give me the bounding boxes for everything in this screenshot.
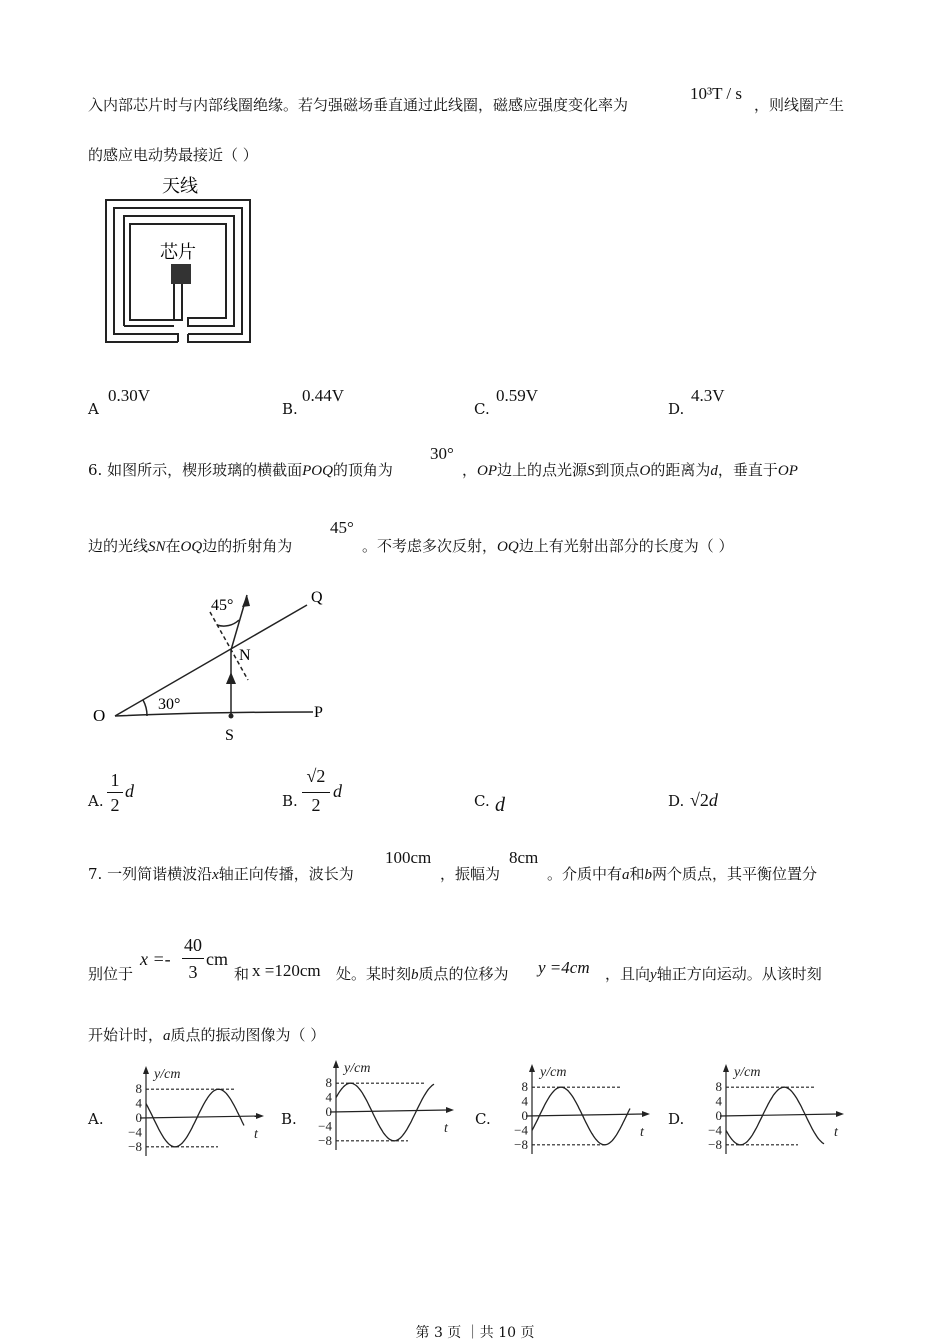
label-p: P (314, 704, 323, 721)
tick-label: 0 (715, 1108, 722, 1123)
q6-option-d[interactable]: D. (668, 792, 685, 810)
label-30: 30° (158, 696, 181, 713)
tick-label: −4 (708, 1122, 722, 1138)
q5-line1: 入内部芯片时与内部线圈绝缘。若匀强磁场垂直通过此线圈，磁感应强度变化率为 (88, 96, 629, 114)
q6-c-var: d (495, 794, 505, 816)
y-axis-label: y/cm (344, 1061, 371, 1076)
q7-graph-b (300, 1052, 460, 1162)
q6-b-var: d (333, 781, 342, 801)
label-45: 45° (211, 597, 234, 614)
q5-option-a-value: 0.30V (108, 386, 151, 405)
t-axis-label: t (254, 1127, 258, 1142)
q7-option-b[interactable]: B. (281, 1110, 297, 1128)
page-footer: 第 3 页 ｜共 10 页 (415, 1325, 535, 1341)
edge-oq (115, 605, 307, 716)
q7-graph-a (110, 1058, 270, 1168)
q7-line1c: 。介质中有a和b两个质点，其平衡位置分 (547, 865, 818, 883)
q7-xa-unit: cm (206, 949, 228, 969)
tick-label: −8 (708, 1136, 722, 1152)
q7-yv: y =4cm (538, 958, 590, 977)
q5-option-b-value: 0.44V (302, 386, 345, 405)
q7-graph-d (690, 1056, 850, 1166)
q7-line2a: 别位于 (88, 965, 134, 983)
q7-option-d[interactable]: D. (668, 1110, 685, 1128)
q5-option-c-value: 0.59V (496, 386, 539, 405)
tick-label: 4 (325, 1089, 332, 1105)
tick-label: −4 (128, 1124, 142, 1140)
t-axis-label: t (640, 1125, 644, 1140)
chip-label: 芯片 (160, 242, 196, 262)
q5-rate: 10³T / s (690, 84, 743, 103)
q7-amp: 8cm (509, 848, 539, 867)
q5-option-d[interactable]: D. (668, 400, 685, 418)
q6-a-den: 2 (110, 795, 120, 815)
q6-line2: 边的光线SN在OQ边的折射角为 (88, 537, 293, 555)
y-axis-label: y/cm (540, 1065, 567, 1080)
q7-line1a: 7. 一列简谐横波沿x轴正向传播，波长为 (88, 865, 354, 883)
tick-label: 0 (325, 1104, 332, 1119)
label-n: N (239, 647, 251, 664)
q6-angle1: 30° (430, 444, 454, 463)
q6-line1b: ，OP边上的点光源S到顶点O的距离为d，垂直于OP (462, 461, 798, 479)
tick-label: 0 (521, 1108, 528, 1123)
tick-label: 0 (135, 1110, 142, 1125)
t-axis (720, 1114, 838, 1116)
q7-xa-num: 40 (184, 935, 202, 955)
wedge-glass-figure (85, 580, 345, 750)
normal-line (210, 612, 248, 680)
y-axis-label: y/cm (154, 1067, 181, 1082)
antenna-label: 天线 (162, 176, 198, 196)
q7-line2c: 处。某时刻b质点的位移为 (336, 965, 509, 983)
tick-label: 8 (135, 1081, 142, 1097)
tick-label: −4 (514, 1122, 528, 1138)
q6-d-rad: √2d (690, 790, 718, 810)
tick-label: 4 (135, 1095, 142, 1111)
q7-graph-c (496, 1056, 666, 1166)
chip-lead (168, 282, 182, 320)
q6-b-num: √2 (306, 766, 326, 786)
q6-angle2: 45° (330, 518, 354, 537)
q7-line2d: ，且向y轴正方向运动。从该时刻 (605, 965, 822, 983)
tick-label: 4 (715, 1093, 722, 1109)
tick-label: −8 (128, 1138, 142, 1154)
tick-label: −8 (318, 1132, 332, 1148)
q6-b-den: 2 (311, 795, 321, 815)
label-s: S (225, 727, 234, 744)
tick-label: −4 (318, 1118, 332, 1134)
tick-label: 8 (325, 1075, 332, 1091)
q7-line1b: ，振幅为 (440, 865, 501, 883)
q7-line3: 开始计时，a质点的振动图像为（ ） (88, 1026, 326, 1044)
t-axis-label: t (834, 1125, 838, 1140)
q5-option-b[interactable]: B. (282, 400, 298, 418)
edge-op (115, 712, 313, 716)
q5-line1-post: ，则线圈产生 (754, 96, 845, 114)
q6-a-var: d (125, 781, 134, 801)
q7-lambda: 100cm (385, 848, 432, 867)
q7-option-a[interactable]: A. (88, 1110, 104, 1128)
tick-label: 8 (521, 1079, 528, 1095)
label-o: O (93, 706, 106, 725)
q5-line2: 的感应电动势最接近（ ） (88, 146, 258, 164)
q5-option-c[interactable]: C. (474, 400, 490, 418)
tick-label: −8 (514, 1136, 528, 1152)
q7-line2b: 和 (234, 965, 250, 983)
t-axis (330, 1110, 448, 1112)
tick-label: 4 (521, 1093, 528, 1109)
q7-xa-pre: x =- (140, 949, 171, 969)
chip (171, 264, 191, 284)
q6-a-num: 1 (110, 770, 120, 790)
q7-xa-den: 3 (188, 962, 198, 982)
q6-option-a[interactable]: A. (88, 792, 104, 810)
q6-line1: 6. 如图所示，楔形玻璃的横截面POQ的顶角为 (88, 461, 393, 479)
q6-option-c[interactable]: C. (474, 792, 490, 810)
tick-label: 8 (715, 1079, 722, 1095)
t-axis-label: t (444, 1121, 448, 1136)
q5-option-d-value: 4.3V (691, 386, 725, 405)
label-q: Q (311, 589, 323, 606)
q7-xb: x =120cm (252, 961, 321, 980)
q6-option-b[interactable]: B. (282, 792, 298, 810)
q6-line2b: 。不考虑多次反射，OQ边上有光射出部分的长度为（ ） (362, 537, 734, 555)
q5-option-a[interactable]: A (88, 400, 99, 418)
antenna-coil-figure (100, 170, 260, 350)
y-axis-label: y/cm (734, 1065, 761, 1080)
q7-option-c[interactable]: C. (475, 1110, 491, 1128)
